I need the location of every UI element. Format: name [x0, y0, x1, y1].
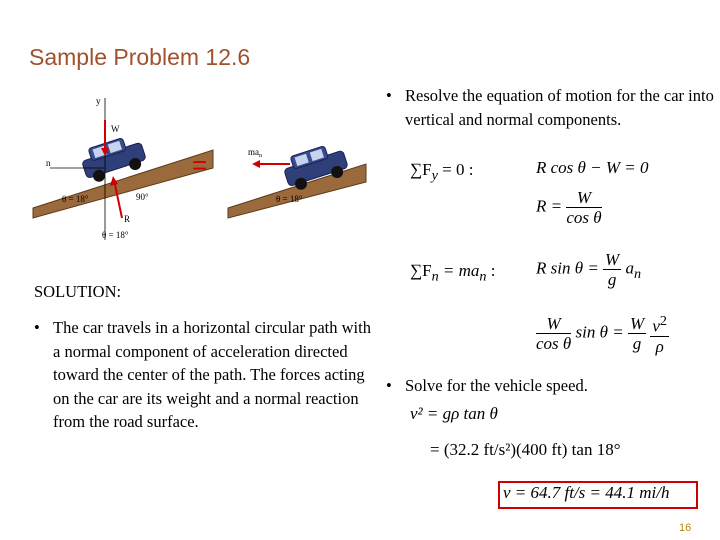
- speed-squared-equation: v² = gρ tan θ: [410, 404, 498, 423]
- substitution-equation: = (32.2 ft/s²)(400 ft) tan 18°: [430, 440, 621, 459]
- car-on-banked-road-diagram: [28, 90, 368, 250]
- weight-label: W: [111, 124, 120, 134]
- theta-bottom-label: θ = 18°: [102, 230, 129, 240]
- theta-right-label: θ = 18°: [276, 194, 303, 204]
- equals-sign: =: [192, 150, 208, 180]
- bullet-dot: •: [386, 86, 392, 105]
- sum-fy-equation: $\sum F_y = 0$ :: [410, 160, 474, 184]
- normal-equation: R sin θ = $\frac{W}{g}$ $a_n$: [536, 250, 642, 289]
- slide-title: Sample Problem 12.6: [29, 44, 251, 70]
- bullet-solve: [386, 374, 716, 398]
- bullet-solve-text: Solve for the vehicle speed.: [405, 376, 588, 395]
- page-number: 16: [679, 522, 692, 534]
- ninety-degree-label: 90°: [136, 192, 149, 202]
- bullet-dot: •: [386, 376, 392, 395]
- r-equation: R = $\frac{W}{\text{cos θ}}$: [536, 188, 602, 227]
- bullet-dot: •: [34, 318, 40, 337]
- sum-fn-equation: $\sum F_n = ma_n$ :: [410, 261, 496, 285]
- man-label: $ma_n$: [248, 147, 262, 159]
- bullet-solution: [34, 316, 372, 434]
- reaction-label: R: [124, 214, 131, 224]
- bullet-resolve-text: Resolve the equation of motion for the car into vertical and normal components.: [405, 86, 714, 129]
- vertical-equation: R cos θ − W = 0: [536, 158, 649, 177]
- y-axis-label: y: [96, 96, 101, 106]
- combined-equation: $\frac{W}{\text{cos θ}}$ sin θ = $\frac{W}{g}$ $\frac{v^2}{\rho}$: [536, 313, 667, 356]
- bullet-solution-text: The car travels in a horizontal circular path with a normal component of acceleration directed toward the center of the path. The forces acting on the car are its weight and a normal reaction from the road surface.: [53, 318, 371, 431]
- n-axis-label: n: [46, 158, 51, 168]
- theta-left-label: θ = 18°: [62, 194, 89, 204]
- bullet-resolve: [386, 84, 716, 131]
- result-equation: v = 64.7 ft/s = 44.1 mi/h: [503, 483, 670, 502]
- solution-label: SOLUTION:: [34, 282, 122, 301]
